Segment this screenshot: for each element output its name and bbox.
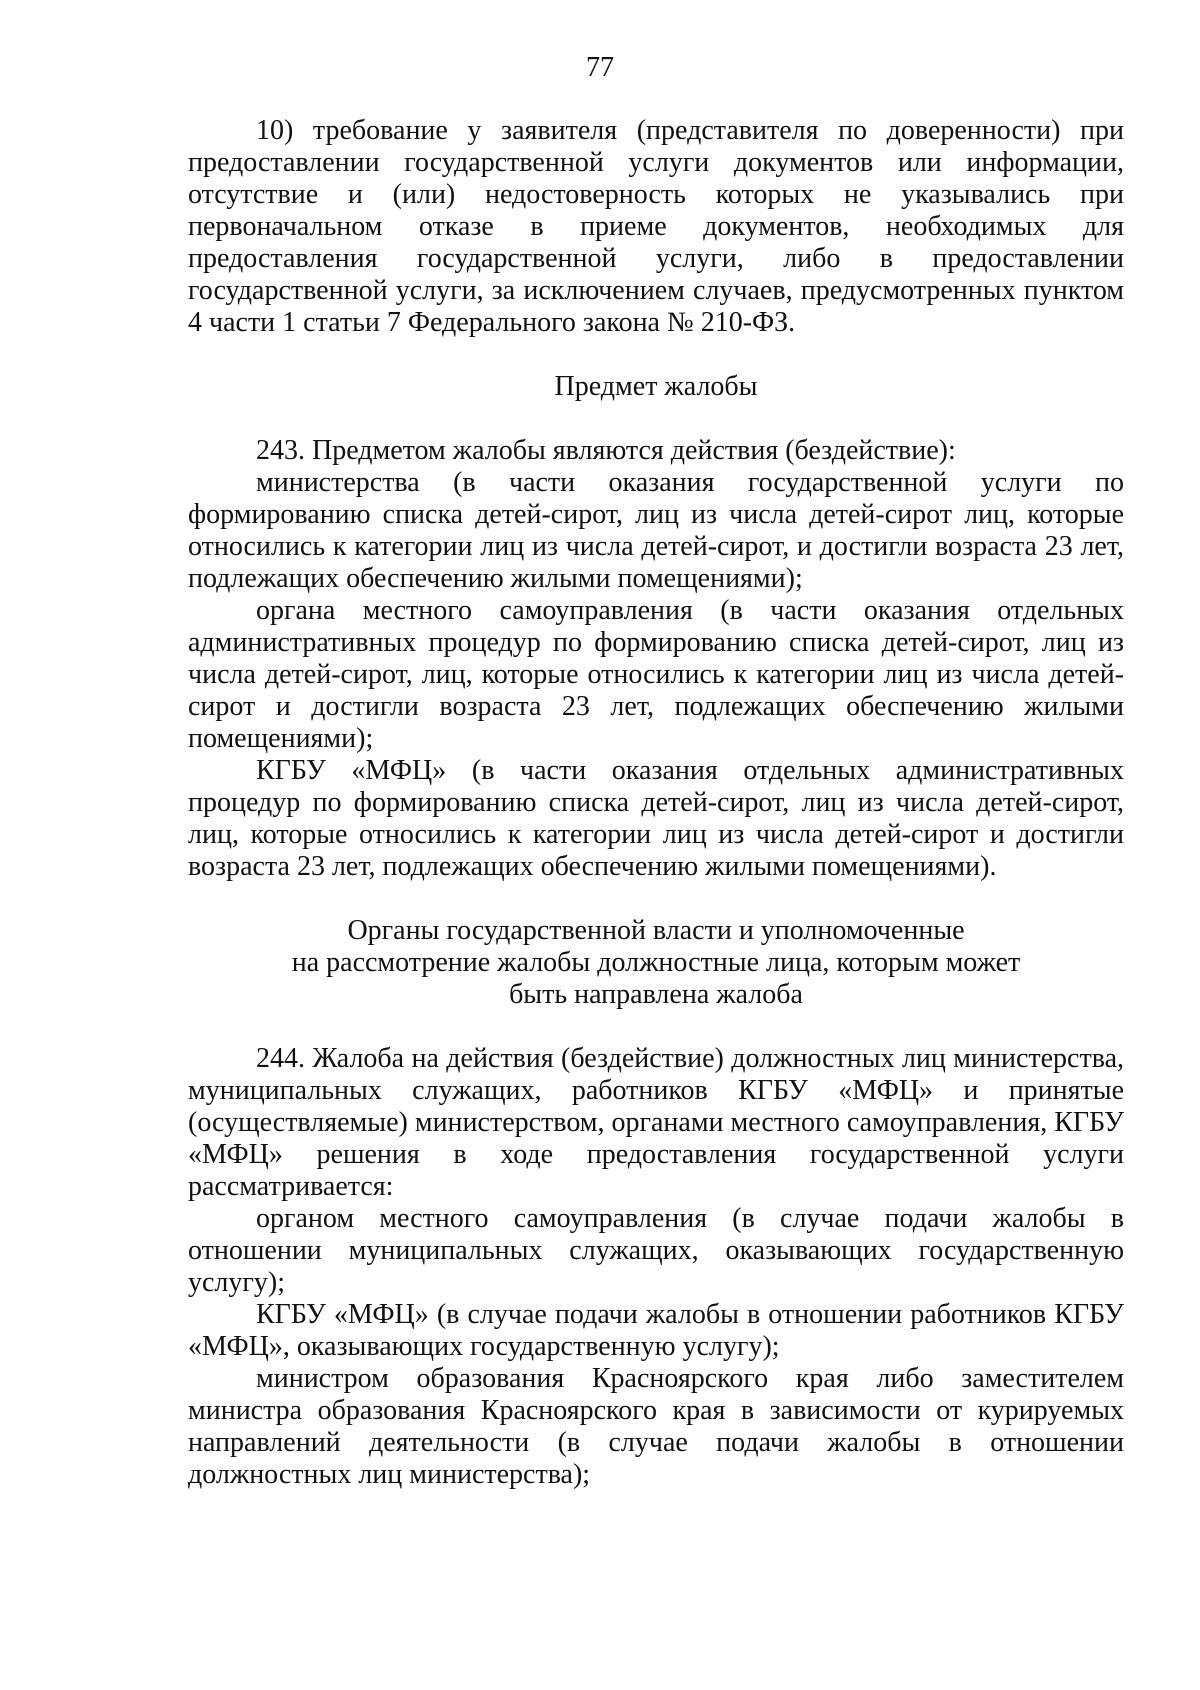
paragraph-local-government: органа местного самоуправления (в части оказания отдельных административных процедур по формированию списка детей-сирот, лиц из числа детей-сирот, лиц, которые относились к категории лиц из числа детей-сирот и достигли возраста 23 лет, подлежащих обеспечению жилыми помещениями); — [188, 595, 1124, 754]
paragraph-local-government-review: органом местного самоуправления (в случае подачи жалобы в отношении муниципальных служащих, оказывающих государственную услугу); — [188, 1203, 1124, 1298]
paragraph-mfc: КГБУ «МФЦ» (в части оказания отдельных административных процедур по формированию списка детей-сирот, лиц из числа детей-сирот, лиц, которые относились к категории лиц из числа детей-сирот и достигли возраста 23 лет, подлежащих обеспечению жилыми помещениями). — [188, 755, 1124, 882]
paragraph-243: 243. Предметом жалобы являются действия (бездействие): — [256, 435, 956, 466]
document-body — [188, 115, 1124, 1491]
section-heading-line: на рассмотрение жалобы должностные лица, которым может — [291, 947, 1021, 978]
page-number: 77 — [586, 52, 614, 83]
paragraph-minister-review: министром образования Красноярского края либо заместителем министра образования Красноярского края в зависимости от курируемых направлений деятельности (в случае подачи жалобы в отношении должностных лиц министерства); — [188, 1363, 1124, 1490]
section-heading-line: быть направлена жалоба — [509, 979, 803, 1010]
section-heading-line: Органы государственной власти и уполномоченные — [347, 915, 965, 946]
paragraph-mfc-review: КГБУ «МФЦ» (в случае подачи жалобы в отношении работников КГБУ «МФЦ», оказывающих государственную услугу); — [188, 1299, 1124, 1362]
paragraph-item-10: 10) требование у заявителя (представителя по доверенности) при предоставлении государственной услуги документов или информации, отсутствие и (или) недостоверность которых не указывались при первоначальном отказе в приеме документов, необходимых для предоставления государственной услуги, либо в предоставлении государственной услуги, за исключением случаев, предусмотренных пунктом 4 части 1 статьи 7 Федерального закона № 210-ФЗ. — [188, 115, 1124, 338]
section-heading-authorities — [188, 915, 1124, 1011]
paragraph-244: 244. Жалоба на действия (бездействие) должностных лиц министерства, муниципальных служащих, работников КГБУ «МФЦ» и принятые (осуществляемые) министерством, органами местного самоуправления, КГБУ «МФЦ» решения в ходе предоставления государственной услуги рассматривается: — [188, 1043, 1124, 1202]
paragraph-ministry: министерства (в части оказания государственной услуги по формированию списка детей-сирот, лиц из числа детей-сирот лиц, которые относились к категории лиц из числа детей-сирот, и достигли возраста 23 лет, подлежащих обеспечению жилыми помещениями); — [188, 467, 1124, 594]
section-heading-complaint-subject: Предмет жалобы — [554, 371, 758, 402]
